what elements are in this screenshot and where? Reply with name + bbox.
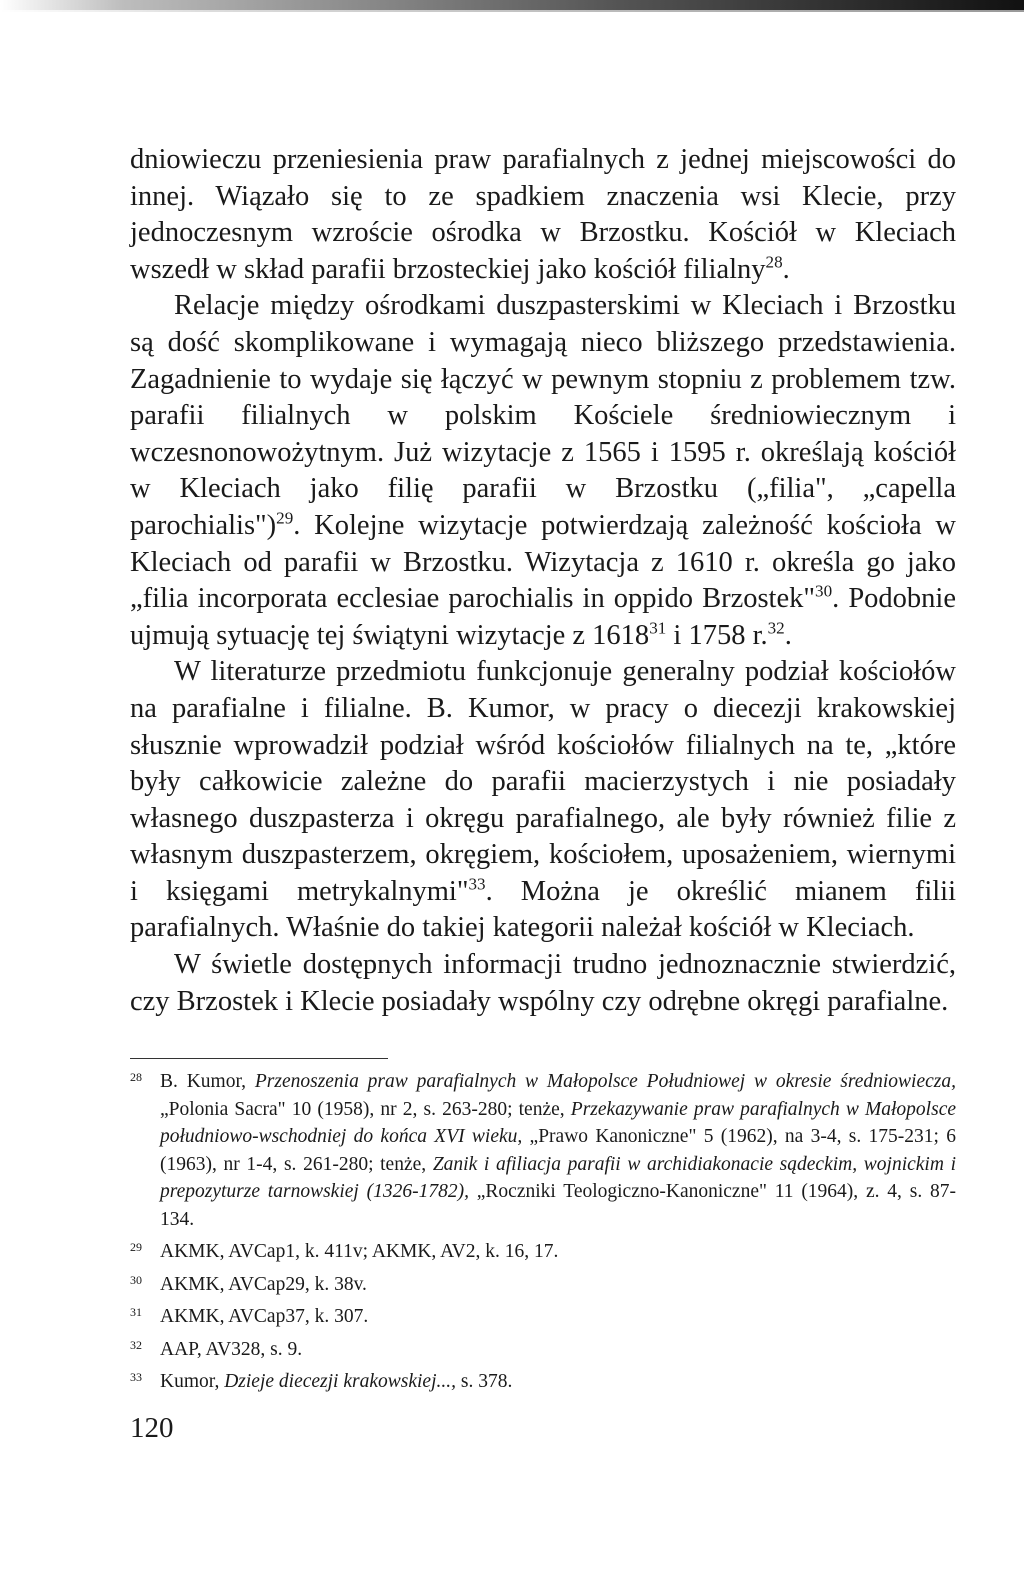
footnote-number: 29 [130,1240,142,1254]
top-scan-edge [0,0,1024,10]
top-scan-edge-thin [0,10,1024,12]
footnote-text: „Polonia Sacra" 10 (1958), nr 2, s. 263-280; tenże, [160,1098,571,1120]
paragraph-1 [130,142,956,288]
footnote-title: Przekazywanie praw parafialnych w Małopolsce południowo-wschodniej do końca XVI wieku, [160,1098,956,1147]
paragraph-2-text-e: . [784,619,792,651]
footnote-28 [130,1068,956,1233]
paragraph-1-text: dniowieczu przeniesienia praw parafialnych z jednej miejscowości do innej. Wiązało się to ze spadkiem znaczenia wsi Klecie, przy jednoczesnym wzroście ośrodka w Brzostku. Kościół w Kleciach wszedł w skład parafii brzosteckiej jako kościół filialny [130,144,956,285]
paragraph-1-end: . [782,253,790,285]
footnote-text: B. Kumor, [160,1071,255,1092]
footnotes [130,1068,956,1401]
paragraph-4: W świetle dostępnych informacji trudno jednoznacznie stwierdzić, czy Brzostek i Klecie posiadały wspólny czy odrębne okręgi parafialne. [130,949,956,1017]
footnote-title: Dzieje diecezji krakowskiej..., [224,1371,456,1392]
page-number: 120 [130,1412,174,1444]
main-text [130,142,956,1020]
footnote-29 [130,1238,956,1266]
footnote-text: AKMK, AVCap29, k. 38v. [160,1273,367,1295]
footnote-text: „Roczniki Teologiczno-Kanoniczne" 11 (1964), z. 4, s. 87-134. [160,1181,956,1230]
footnote-text: „Prawo Kanoniczne" 5 (1962), na 3-4, s. 175-231; 6 (1963), nr 1-4, s. 261-280; tenże, [160,1126,956,1175]
paragraph-3-text-b: . Można je określić mianem filii parafialnych. Właśnie do takiej kategorii należał kościół w Kleciach. [130,875,956,944]
footnote-30 [130,1271,956,1299]
footnote-text: AKMK, AVCap1, k. 411v; AKMK, AV2, k. 16, 17. [160,1241,559,1262]
footnote-ref-30[interactable]: 30 [815,581,833,601]
footnote-text: s. 378. [455,1371,513,1392]
paragraph-2-text-c: . Podobnie ujmują sytuację tej świątyni wizytacje z 1618 [130,583,956,651]
footnote-title: Przenoszenia praw parafialnych w Małopolsce Południowej w okresie średniowiecza, [254,1071,956,1092]
footnote-number: 28 [130,1070,142,1084]
paragraph-2-text-b: . Kolejne wizytacje potwierdzają zależność kościoła w Kleciach od parafii w Brzostku. Wizytacja z 1610 r. określa go jako „filia incorporata ecclesiae parochialis in oppido Brzostek" [130,509,956,615]
paragraph-2-text-a: Relacje między ośrodkami duszpasterskimi w Kleciach i Brzostku są dość skomplikowane i wymagają nieco bliższego przedstawienia. Zagadnienie to wydaje się łączyć w pewnym stopniu z problemem tzw. parafii filialnych w polskim Kościele średniowiecznym i wczesnonowożytnym. Już wizytacje z 1565 i 1595 r. określają kościół w Kleciach jako filię parafii w Brzostku („filia", „capella parochialis") [130,290,956,541]
footnote-ref-31[interactable]: 31 [649,618,667,638]
paragraph-2-text-d: i 1758 r. [666,619,768,651]
footnote-31 [130,1303,956,1331]
footnote-number: 32 [130,1337,142,1352]
footnote-title: Zanik i afiliacja parafii w archidiakonacie sądeckim, wojnickim i prepozyturze tarnowskiej (1326-1782), [160,1153,956,1202]
footnote-ref-33[interactable]: 33 [468,874,486,894]
footnote-text: AAP, AV328, s. 9. [160,1338,303,1360]
footnote-number: 31 [130,1305,142,1319]
footnote-33 [130,1368,956,1396]
footnote-ref-28[interactable]: 28 [765,252,783,272]
footnote-text: AKMK, AVCap37, k. 307. [160,1306,369,1327]
paragraph-2 [130,288,956,654]
paragraph-3-text-a: W literaturze przedmiotu funkcjonuje generalny podział kościołów na parafialne i filialne. B. Kumor, w pracy o diecezji krakowskiej słusznie wprowadził podział wśród kościołów filialnych na te, „które były całkowicie zależne do parafii macierzystych i nie posiadały własnego duszpasterza i okręgu parafialnego, ale były również filie z własnym duszpasterzem, okręgiem, kościołem, uposażeniem, wiernymi i księgami metrykalnymi" [130,656,956,907]
paragraph-3 [130,654,956,947]
footnote-ref-29[interactable]: 29 [276,508,294,528]
footnote-32 [130,1336,956,1364]
footnote-separator [130,1058,388,1059]
footnote-text: Kumor, [160,1371,225,1392]
footnote-number: 33 [130,1370,142,1384]
footnote-ref-32[interactable]: 32 [767,618,785,638]
footnote-number: 30 [130,1272,142,1287]
